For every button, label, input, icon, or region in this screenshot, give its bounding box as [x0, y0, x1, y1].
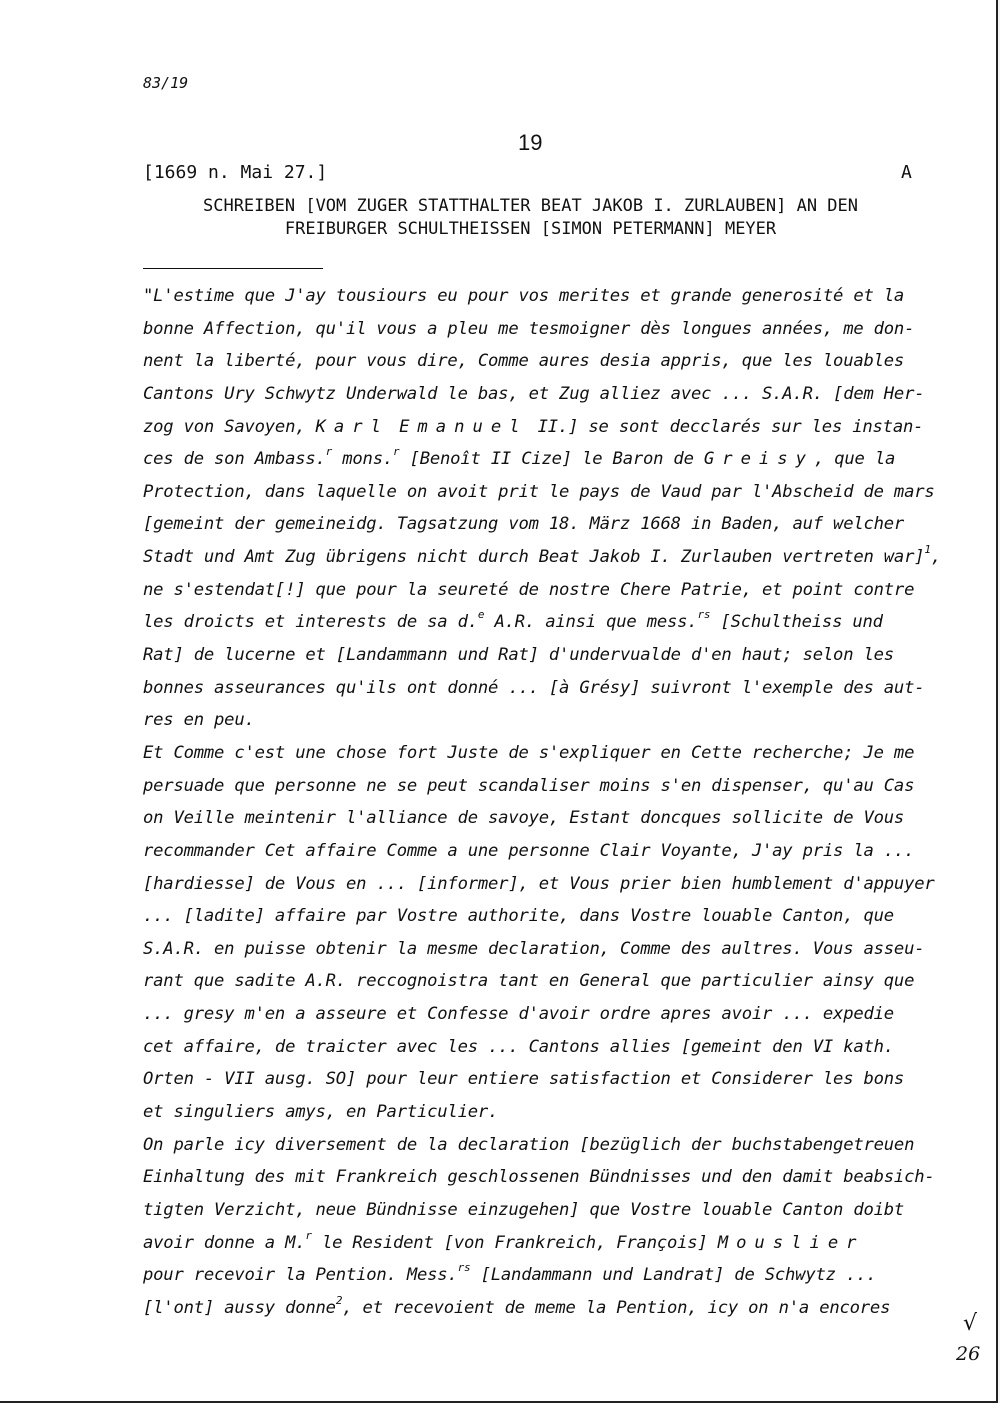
- text-segment: [gemeint der gemeineidg. Tagsatzung vom 18. März 1668 in Baden, auf welcher: [143, 514, 905, 535]
- text-line: [143, 672, 933, 705]
- text-segment: zog von Savoyen,: [143, 416, 316, 437]
- superscript: r: [393, 445, 400, 459]
- text-segment: "L'estime que J'ay tousiours eu pour vos merites et grande generosité et la: [143, 286, 905, 306]
- document-title-line-2: FREIBURGER SCHULTHEISSEN [SIMON PETERMANN] MEYER: [284, 219, 777, 239]
- check-mark: √: [963, 1311, 978, 1336]
- text-line: [143, 476, 933, 509]
- text-line: [143, 639, 933, 672]
- text-segment: nent la liberté, pour vous dire, Comme aures desia appris, que les louables: [143, 351, 905, 372]
- spaced-name: Greisy: [703, 449, 814, 470]
- text-segment: pour recevoir la Pention. Mess.: [143, 1265, 458, 1286]
- document-date: [1669 n. Mai 27.]: [143, 162, 328, 183]
- text-segment: avoir donne a M.: [143, 1232, 306, 1253]
- text-segment: recommander Cet affaire Comme a une personne Clair Voyante, J'ay pris la ...: [143, 840, 915, 861]
- superscript: rs: [457, 1261, 471, 1275]
- text-segment: mons.: [332, 449, 393, 470]
- superscript: r: [325, 445, 333, 459]
- text-segment: tigten Verzicht, neue Bündnisse einzugehen] que Vostre louable Canton doibt: [143, 1199, 905, 1220]
- spaced-name: Mouslier: [717, 1232, 865, 1253]
- text-line: [143, 770, 933, 803]
- spaced-name: Karl: [315, 416, 389, 437]
- superscript: 1: [924, 543, 931, 557]
- document-reference: 83/19: [143, 74, 189, 92]
- text-segment: ... gresy m'en a asseure et Confesse d'avoir ordre apres avoir ... expedie: [143, 1004, 894, 1025]
- superscript: e: [477, 608, 485, 622]
- text-line: [143, 1292, 933, 1325]
- text-line: [143, 1194, 933, 1227]
- text-line: [143, 1031, 933, 1064]
- text-segment: , et recevoient de meme la Pention, icy on n'a encores: [342, 1297, 891, 1318]
- text-segment: rant que sadite A.R. reccognoistra tant en General que particulier ainsy que: [143, 971, 915, 992]
- text-line: [143, 1096, 933, 1129]
- text-segment: on Veille meintenir l'alliance de savoye, Estant doncques sollicite de Vous: [143, 808, 905, 829]
- text-segment: [l'ont] aussy donne: [143, 1297, 336, 1318]
- superscript: r: [305, 1228, 312, 1242]
- text-segment: ... [ladite] affaire par Vostre authorite, dans Vostre louable Canton, que: [143, 906, 894, 927]
- text-segment: bonnes asseurances qu'ils ont donné ... [à Grésy] suivront l'exemple des aut-: [143, 677, 925, 698]
- text-line: [143, 802, 933, 835]
- text-segment: Stadt und Amt Zug übrigens nicht durch Beat Jakob I. Zurlauben vertreten war]: [143, 547, 925, 568]
- text-line: [143, 1161, 933, 1194]
- text-segment: A.R. ainsi que mess.: [484, 612, 698, 633]
- margin-page-number: 26: [956, 1343, 981, 1365]
- text-segment: Et Comme c'est une chose fort Juste de s'expliquer en Cette recherche; Je me: [143, 742, 915, 763]
- text-segment: bonne Affection, qu'il vous a pleu me tesmoigner dès longues années, me don-: [143, 318, 915, 339]
- letter-body: [143, 280, 941, 1325]
- text-segment: le Resident [von Frankreich, François]: [311, 1232, 718, 1253]
- text-line: [143, 606, 933, 639]
- text-line: [143, 1063, 933, 1096]
- text-segment: [Schultheiss und: [710, 612, 883, 633]
- text-line: [143, 835, 933, 868]
- document-label: A: [901, 162, 912, 183]
- text-line: [143, 1259, 933, 1292]
- superscript: 2: [335, 1293, 343, 1307]
- text-line: [143, 1227, 933, 1260]
- text-segment: [389, 417, 399, 437]
- text-segment: , que la: [813, 449, 896, 470]
- text-segment: [Benoît II Cize] le Baron de: [399, 449, 704, 470]
- title-divider: [143, 268, 323, 269]
- text-line: [143, 508, 933, 541]
- document-title-line-1: SCHREIBEN [VOM ZUGER STATTHALTER BEAT JAKOB I. ZURLAUBEN] AN DEN: [202, 196, 859, 216]
- text-segment: S.A.R. en puisse obtenir la mesme declaration, Comme des aultres. Vous asseu-: [143, 938, 925, 959]
- text-line: [143, 704, 933, 737]
- text-line: [143, 313, 933, 346]
- text-line: [143, 965, 933, 998]
- text-line: [143, 737, 933, 770]
- text-line: [143, 868, 933, 901]
- text-line: [143, 411, 933, 444]
- superscript: rs: [697, 608, 711, 622]
- text-line: [143, 1129, 933, 1162]
- text-line: [143, 933, 933, 966]
- text-line: [143, 900, 933, 933]
- text-segment: persuade que personne ne se peut scandaliser moins s'en dispenser, qu'au Cas: [143, 775, 915, 796]
- text-line: [143, 998, 933, 1031]
- page-number: 19: [518, 130, 543, 155]
- text-segment: Cantons Ury Schwytz Underwald le bas, et Zug alliez avec ... S.A.R. [dem Her-: [143, 383, 925, 404]
- text-segment: Rat] de lucerne et [Landammann und Rat] d'undervualde d'en haut; selon les: [143, 645, 894, 666]
- text-segment: cet affaire, de traicter avec les ... Cantons allies [gemeint den VI kath.: [143, 1036, 894, 1057]
- spaced-name: Emanuel: [399, 416, 528, 437]
- text-line: [143, 280, 933, 313]
- text-segment: ces de son Ambass.: [143, 449, 326, 470]
- text-segment: res en peu.: [143, 710, 255, 731]
- text-segment: On parle icy diversement de la declaration [bezüglich der buchstabengetreuen: [143, 1134, 915, 1155]
- text-segment: les droicts et interests de sa d.: [143, 612, 478, 633]
- text-line: [143, 378, 933, 411]
- text-segment: Orten - VII ausg. SO] pour leur entiere satisfaction et Considerer les bons: [143, 1069, 905, 1090]
- text-segment: Protection, dans laquelle on avoit prit le pays de Vaud par l'Abscheid de mars: [143, 481, 935, 502]
- text-segment: ,: [930, 547, 941, 568]
- text-segment: II.] se sont decclarés sur les instan-: [527, 416, 924, 437]
- text-segment: [hardiesse] de Vous en ... [informer], et Vous prier bien humblement d'appuyer: [143, 873, 935, 894]
- text-line: [143, 541, 941, 574]
- text-segment: et singuliers amys, en Particulier.: [143, 1102, 499, 1123]
- text-segment: [Landammann und Landrat] de Schwytz ...: [470, 1265, 877, 1286]
- text-segment: ne s'estendat[!] que pour la seureté de nostre Chere Patrie, et point contre: [143, 579, 915, 600]
- text-line: [143, 574, 933, 607]
- text-segment: Einhaltung des mit Frankreich geschlossenen Bündnisses und den damit beabsich-: [143, 1167, 935, 1188]
- text-line: [143, 443, 933, 476]
- text-line: [143, 345, 933, 378]
